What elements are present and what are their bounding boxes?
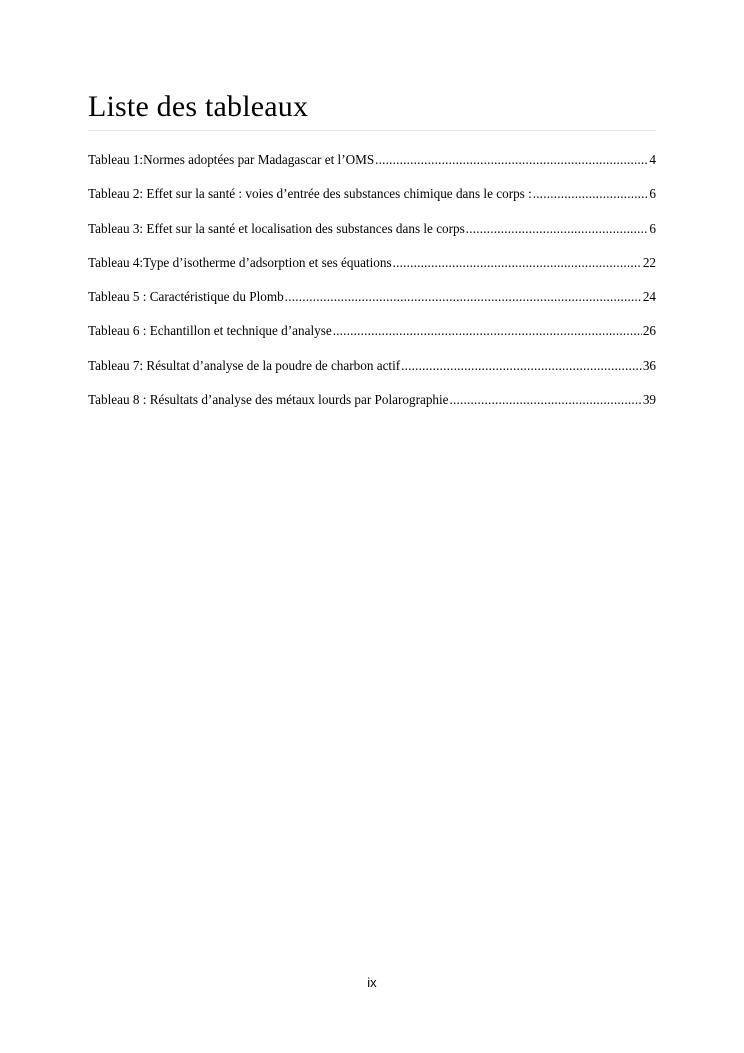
dot-leader	[466, 219, 649, 239]
toc-entry-page: 36	[642, 357, 656, 373]
dot-leader	[450, 390, 642, 410]
page-number: ix	[367, 975, 377, 990]
dot-leader	[285, 287, 642, 307]
toc-entry-page: 6	[649, 186, 656, 202]
toc-entry-label: Tableau 2: Effet sur la santé : voies d’entrée des substances chimique dans le corps :	[88, 186, 532, 202]
toc-entry-page: 4	[649, 152, 656, 167]
dot-leader	[375, 150, 648, 170]
toc-entry-label: Tableau 3: Effet sur la santé et localisation des substances dans le corps	[88, 220, 465, 236]
dot-leader	[393, 253, 642, 273]
dot-leader	[533, 184, 649, 204]
dot-leader	[333, 321, 642, 341]
toc-entry-label: Tableau 8 : Résultats d’analyse des métaux lourds par Polarographie	[88, 392, 449, 408]
toc-entry-tableau-3[interactable]	[88, 219, 656, 253]
toc-entry-page: 6	[649, 220, 656, 236]
toc-entry-page: 39	[642, 392, 656, 408]
table-list	[88, 150, 656, 424]
toc-entry-label: Tableau 7: Résultat d’analyse de la poudre de charbon actif	[88, 357, 401, 373]
page-title: Liste des tableaux	[88, 88, 656, 131]
toc-entry-tableau-5[interactable]	[88, 287, 656, 321]
toc-entry-label: Tableau 5 : Caractéristique du Plomb	[88, 289, 284, 305]
toc-entry-label: Tableau 4:Type d’isotherme d’adsorption et ses équations	[88, 254, 392, 270]
toc-entry-tableau-7[interactable]	[88, 356, 656, 390]
toc-entry-page: 26	[642, 323, 656, 339]
toc-entry-tableau-6[interactable]	[88, 321, 656, 355]
toc-entry-tableau-8[interactable]	[88, 390, 656, 424]
toc-entry-tableau-1[interactable]	[88, 150, 656, 184]
toc-entry-page: 24	[642, 289, 656, 305]
toc-entry-page: 22	[642, 254, 656, 270]
toc-entry-label: Tableau 1:Normes adoptées par Madagascar et l’OMS	[88, 152, 375, 167]
toc-entry-tableau-2[interactable]	[88, 184, 656, 218]
toc-entry-label: Tableau 6 : Echantillon et technique d’analyse	[88, 323, 332, 339]
toc-entry-tableau-4[interactable]	[88, 253, 656, 287]
dot-leader	[401, 356, 642, 376]
